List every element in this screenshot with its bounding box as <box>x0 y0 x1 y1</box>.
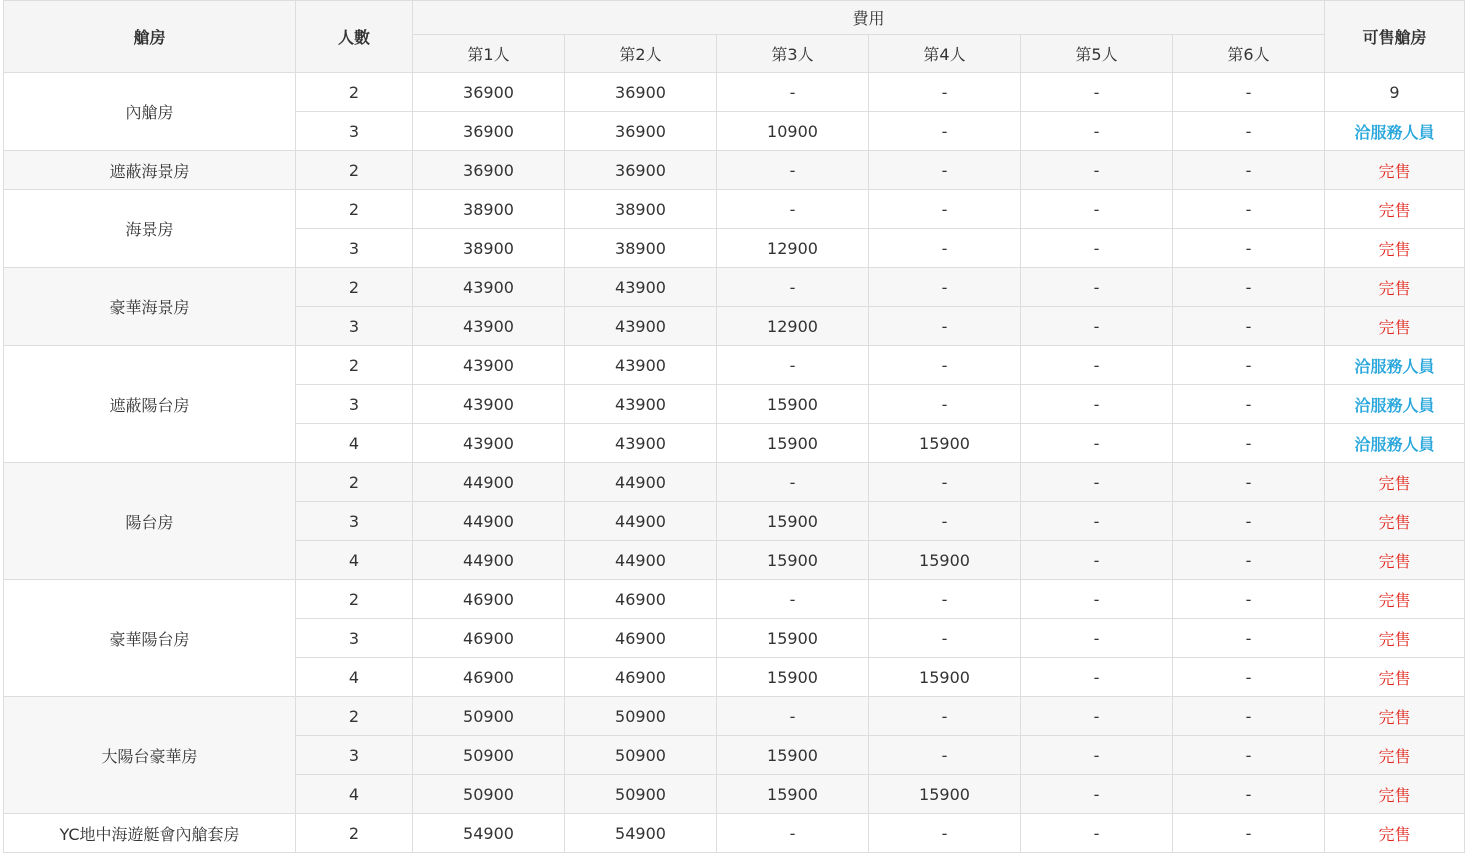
table-row <box>4 151 1465 190</box>
available-count: 9 <box>1325 73 1465 112</box>
fee-cell-4: - <box>869 268 1021 307</box>
fee-cell-2: 46900 <box>565 658 717 697</box>
fee-cell-5: - <box>1021 190 1173 229</box>
fee-cell-3: 15900 <box>717 541 869 580</box>
fee-cell-6: - <box>1173 73 1325 112</box>
contact-staff-link[interactable]: 洽服務人員 <box>1325 424 1465 463</box>
fee-cell-1: 46900 <box>413 580 565 619</box>
persons-cell: 4 <box>296 424 413 463</box>
fee-cell-5: - <box>1021 814 1173 853</box>
fee-cell-4: - <box>869 814 1021 853</box>
fee-cell-4: - <box>869 190 1021 229</box>
fee-cell-3: 15900 <box>717 658 869 697</box>
fee-cell-1: 46900 <box>413 658 565 697</box>
fee-cell-6: - <box>1173 541 1325 580</box>
room-name-cell: 豪華海景房 <box>4 268 296 346</box>
fee-cell-2: 44900 <box>565 541 717 580</box>
persons-cell: 2 <box>296 580 413 619</box>
fee-cell-6: - <box>1173 424 1325 463</box>
fee-cell-6: - <box>1173 658 1325 697</box>
sold-out-status: 完售 <box>1325 190 1465 229</box>
persons-cell: 2 <box>296 346 413 385</box>
header-slot-5: 第5人 <box>1021 35 1173 73</box>
fee-cell-3: 15900 <box>717 502 869 541</box>
room-name-cell: 海景房 <box>4 190 296 268</box>
fee-cell-1: 36900 <box>413 112 565 151</box>
fee-cell-3: - <box>717 814 869 853</box>
persons-cell: 4 <box>296 775 413 814</box>
fee-cell-2: 36900 <box>565 151 717 190</box>
fee-cell-6: - <box>1173 268 1325 307</box>
room-name-cell: 陽台房 <box>4 463 296 580</box>
header-slot-2: 第2人 <box>565 35 717 73</box>
sold-out-status: 完售 <box>1325 307 1465 346</box>
fee-cell-1: 36900 <box>413 151 565 190</box>
fee-cell-1: 43900 <box>413 385 565 424</box>
persons-cell: 2 <box>296 268 413 307</box>
fee-cell-3: - <box>717 268 869 307</box>
persons-cell: 3 <box>296 229 413 268</box>
sold-out-status: 完售 <box>1325 580 1465 619</box>
fee-cell-5: - <box>1021 268 1173 307</box>
fee-cell-5: - <box>1021 424 1173 463</box>
fee-cell-5: - <box>1021 736 1173 775</box>
fee-cell-1: 43900 <box>413 268 565 307</box>
fee-cell-2: 43900 <box>565 424 717 463</box>
fee-cell-4: - <box>869 346 1021 385</box>
table-body <box>4 73 1465 853</box>
fee-cell-3: 12900 <box>717 307 869 346</box>
fee-cell-2: 36900 <box>565 112 717 151</box>
persons-cell: 4 <box>296 541 413 580</box>
fee-cell-1: 46900 <box>413 619 565 658</box>
fee-cell-3: 12900 <box>717 229 869 268</box>
fee-cell-6: - <box>1173 151 1325 190</box>
table-row <box>4 268 1465 307</box>
sold-out-status: 完售 <box>1325 229 1465 268</box>
table-row <box>4 73 1465 112</box>
fee-cell-4: - <box>869 385 1021 424</box>
fee-cell-1: 54900 <box>413 814 565 853</box>
table-row <box>4 463 1465 502</box>
table-row <box>4 346 1465 385</box>
fee-cell-4: - <box>869 736 1021 775</box>
room-name-cell: 豪華陽台房 <box>4 580 296 697</box>
fee-cell-5: - <box>1021 385 1173 424</box>
fee-cell-5: - <box>1021 229 1173 268</box>
sold-out-status: 完售 <box>1325 502 1465 541</box>
fee-cell-6: - <box>1173 775 1325 814</box>
fee-cell-1: 38900 <box>413 229 565 268</box>
fee-cell-6: - <box>1173 814 1325 853</box>
fee-cell-6: - <box>1173 190 1325 229</box>
fee-cell-3: 15900 <box>717 424 869 463</box>
fee-cell-3: - <box>717 346 869 385</box>
header-slot-6: 第6人 <box>1173 35 1325 73</box>
fee-cell-3: 10900 <box>717 112 869 151</box>
fee-cell-3: - <box>717 580 869 619</box>
persons-cell: 2 <box>296 463 413 502</box>
fee-cell-6: - <box>1173 619 1325 658</box>
fee-cell-2: 43900 <box>565 307 717 346</box>
table-row <box>4 697 1465 736</box>
persons-cell: 2 <box>296 151 413 190</box>
persons-cell: 3 <box>296 307 413 346</box>
fee-cell-5: - <box>1021 73 1173 112</box>
fee-cell-6: - <box>1173 346 1325 385</box>
fee-cell-5: - <box>1021 580 1173 619</box>
fee-cell-4: - <box>869 697 1021 736</box>
fee-cell-2: 43900 <box>565 346 717 385</box>
fee-cell-3: - <box>717 73 869 112</box>
fee-cell-3: 15900 <box>717 736 869 775</box>
fee-cell-1: 44900 <box>413 502 565 541</box>
fee-cell-2: 46900 <box>565 580 717 619</box>
fee-cell-1: 36900 <box>413 73 565 112</box>
persons-cell: 4 <box>296 658 413 697</box>
fee-cell-3: - <box>717 697 869 736</box>
fee-cell-5: - <box>1021 151 1173 190</box>
header-slot-3: 第3人 <box>717 35 869 73</box>
sold-out-status: 完售 <box>1325 697 1465 736</box>
sold-out-status: 完售 <box>1325 463 1465 502</box>
fee-cell-4: 15900 <box>869 541 1021 580</box>
persons-cell: 3 <box>296 619 413 658</box>
fee-cell-6: - <box>1173 697 1325 736</box>
fee-cell-5: - <box>1021 346 1173 385</box>
fee-cell-4: 15900 <box>869 424 1021 463</box>
fee-cell-2: 54900 <box>565 814 717 853</box>
fee-cell-4: - <box>869 502 1021 541</box>
fee-cell-1: 43900 <box>413 346 565 385</box>
fee-cell-4: 15900 <box>869 775 1021 814</box>
fee-cell-6: - <box>1173 307 1325 346</box>
fee-cell-4: - <box>869 151 1021 190</box>
fee-cell-4: - <box>869 463 1021 502</box>
room-name-cell: 遮蔽陽台房 <box>4 346 296 463</box>
cabin-price-table <box>3 0 1465 853</box>
fee-cell-2: 38900 <box>565 190 717 229</box>
sold-out-status: 完售 <box>1325 151 1465 190</box>
fee-cell-4: - <box>869 580 1021 619</box>
persons-cell: 2 <box>296 73 413 112</box>
header-slot-1: 第1人 <box>413 35 565 73</box>
fee-cell-6: - <box>1173 463 1325 502</box>
fee-cell-1: 50900 <box>413 736 565 775</box>
fee-cell-4: - <box>869 112 1021 151</box>
sold-out-status: 完售 <box>1325 619 1465 658</box>
fee-cell-2: 50900 <box>565 697 717 736</box>
fee-cell-5: - <box>1021 307 1173 346</box>
fee-cell-3: - <box>717 463 869 502</box>
table-row <box>4 814 1465 853</box>
header-persons: 人數 <box>296 1 413 73</box>
contact-staff-link[interactable]: 洽服務人員 <box>1325 385 1465 424</box>
fee-cell-2: 44900 <box>565 502 717 541</box>
fee-cell-6: - <box>1173 736 1325 775</box>
fee-cell-5: - <box>1021 112 1173 151</box>
header-room: 艙房 <box>4 1 296 73</box>
fee-cell-2: 50900 <box>565 775 717 814</box>
fee-cell-4: 15900 <box>869 658 1021 697</box>
fee-cell-1: 50900 <box>413 775 565 814</box>
fee-cell-2: 43900 <box>565 385 717 424</box>
persons-cell: 3 <box>296 736 413 775</box>
header-slot-4: 第4人 <box>869 35 1021 73</box>
fee-cell-2: 44900 <box>565 463 717 502</box>
table-header <box>4 1 1465 73</box>
fee-cell-1: 38900 <box>413 190 565 229</box>
fee-cell-5: - <box>1021 619 1173 658</box>
fee-cell-2: 38900 <box>565 229 717 268</box>
persons-cell: 3 <box>296 112 413 151</box>
fee-cell-2: 43900 <box>565 268 717 307</box>
fee-cell-1: 44900 <box>413 463 565 502</box>
sold-out-status: 完售 <box>1325 736 1465 775</box>
fee-cell-5: - <box>1021 775 1173 814</box>
fee-cell-4: - <box>869 229 1021 268</box>
room-name-cell: 大陽台豪華房 <box>4 697 296 814</box>
fee-cell-6: - <box>1173 385 1325 424</box>
table-row <box>4 580 1465 619</box>
fee-cell-6: - <box>1173 502 1325 541</box>
sold-out-status: 完售 <box>1325 775 1465 814</box>
room-name-cell: 內艙房 <box>4 73 296 151</box>
fee-cell-3: 15900 <box>717 775 869 814</box>
persons-cell: 2 <box>296 190 413 229</box>
header-fee: 費用 <box>413 1 1325 35</box>
fee-cell-2: 36900 <box>565 73 717 112</box>
fee-cell-3: 15900 <box>717 619 869 658</box>
contact-staff-link[interactable]: 洽服務人員 <box>1325 112 1465 151</box>
fee-cell-2: 50900 <box>565 736 717 775</box>
persons-cell: 2 <box>296 697 413 736</box>
fee-cell-6: - <box>1173 580 1325 619</box>
fee-cell-5: - <box>1021 697 1173 736</box>
sold-out-status: 完售 <box>1325 814 1465 853</box>
table-row <box>4 190 1465 229</box>
fee-cell-1: 50900 <box>413 697 565 736</box>
fee-cell-3: 15900 <box>717 385 869 424</box>
fee-cell-5: - <box>1021 541 1173 580</box>
persons-cell: 2 <box>296 814 413 853</box>
fee-cell-6: - <box>1173 229 1325 268</box>
fee-cell-6: - <box>1173 112 1325 151</box>
fee-cell-1: 43900 <box>413 307 565 346</box>
fee-cell-1: 44900 <box>413 541 565 580</box>
fee-cell-5: - <box>1021 658 1173 697</box>
sold-out-status: 完售 <box>1325 268 1465 307</box>
persons-cell: 3 <box>296 502 413 541</box>
fee-cell-5: - <box>1021 502 1173 541</box>
sold-out-status: 完售 <box>1325 541 1465 580</box>
fee-cell-4: - <box>869 73 1021 112</box>
fee-cell-5: - <box>1021 463 1173 502</box>
room-name-cell: 遮蔽海景房 <box>4 151 296 190</box>
sold-out-status: 完售 <box>1325 658 1465 697</box>
header-available: 可售艙房 <box>1325 1 1465 73</box>
fee-cell-3: - <box>717 190 869 229</box>
contact-staff-link[interactable]: 洽服務人員 <box>1325 346 1465 385</box>
fee-cell-3: - <box>717 151 869 190</box>
fee-cell-2: 46900 <box>565 619 717 658</box>
room-name-cell: YC地中海遊艇會內艙套房 <box>4 814 296 853</box>
fee-cell-1: 43900 <box>413 424 565 463</box>
persons-cell: 3 <box>296 385 413 424</box>
fee-cell-4: - <box>869 619 1021 658</box>
fee-cell-4: - <box>869 307 1021 346</box>
